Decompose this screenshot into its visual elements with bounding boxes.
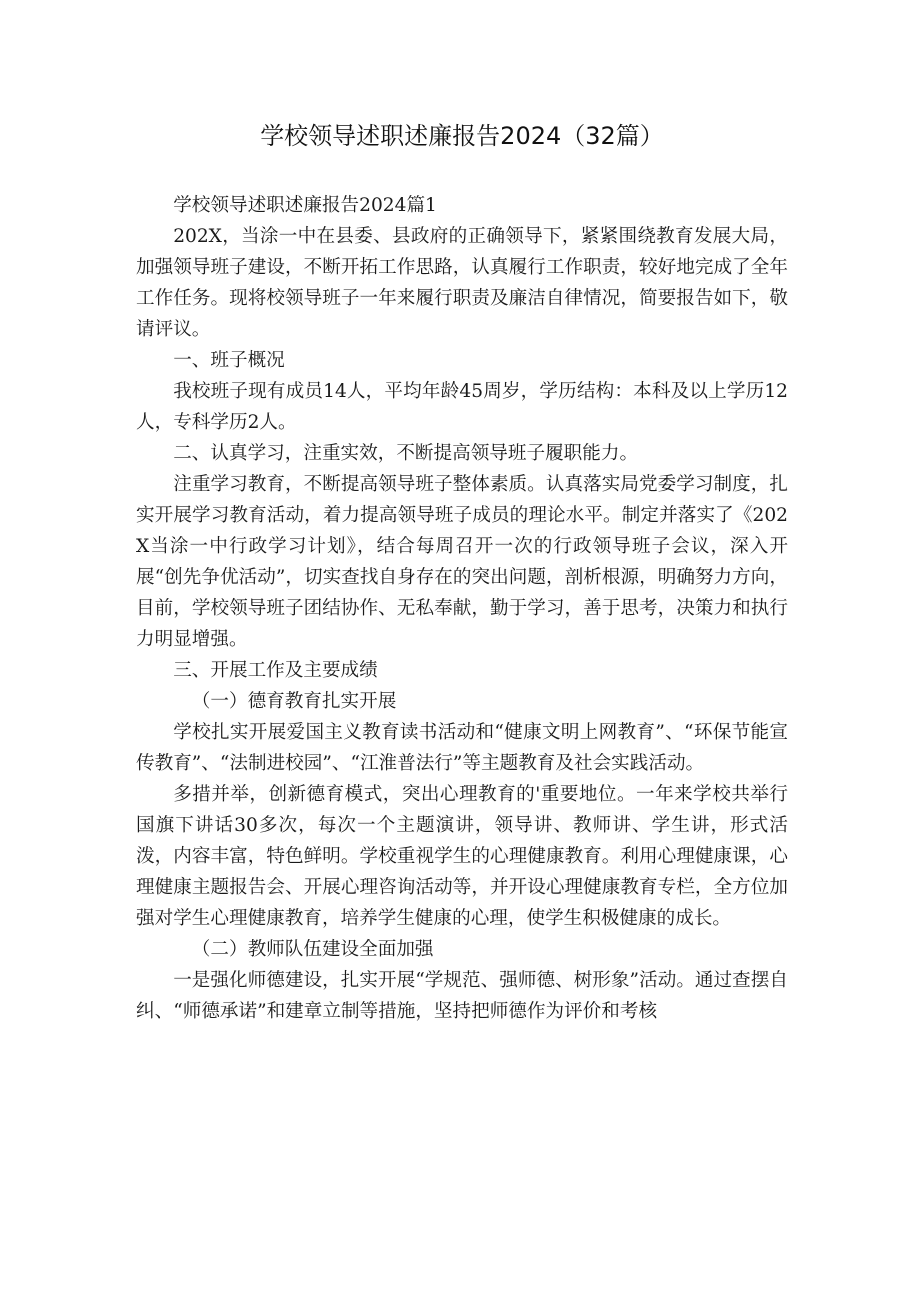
document-body	[136, 190, 788, 1027]
section-heading: 二、认真学习，注重实效，不断提高领导班子履职能力。	[173, 443, 639, 464]
section-heading: 学校领导述职述廉报告2024篇1	[173, 195, 437, 216]
paragraph: 一是强化师德建设，扎实开展“学规范、强师德、树形象”活动。通过查摆自纠、“师德承诺”和建章立制等措施，坚持把师德作为评价和考核	[136, 970, 788, 1022]
document-title: 学校领导述职述廉报告2024（32篇）	[260, 122, 664, 150]
paragraph: 202X，当涂一中在县委、县政府的正确领导下，紧紧围绕教育发展大局，加强领导班子建设，不断开拓工作思路，认真履行工作职责，较好地完成了全年工作任务。现将校领导班子一年来履行职责及廉洁自律情况，简要报告如下，敬请评议。	[136, 226, 788, 340]
paragraph: 注重学习教育，不断提高领导班子整体素质。认真落实局党委学习制度，扎实开展学习教育活动，着力提高领导班子成员的理论水平。制定并落实了《202X当涂一中行政学习计划》，结合每周召开一次的行政领导班子会议，深入开展“创先争优活动”，切实查找自身存在的突出问题，剖析根源，明确努力方向，目前，学校领导班子团结协作、无私奉献，勤于学习，善于思考，决策力和执行力明显增强。	[136, 474, 788, 650]
paragraph: 我校班子现有成员14人，平均年龄45周岁，学历结构：本科及以上学历12人，专科学历2人。	[136, 381, 788, 433]
section-heading: 三、开展工作及主要成绩	[173, 660, 378, 681]
paragraph: 多措并举，创新德育模式，突出心理教育的'重要地位。一年来学校共举行国旗下讲话30多次，每次一个主题演讲，领导讲、教师讲、学生讲，形式活泼，内容丰富，特色鲜明。学校重视学生的心理健康教育。利用心理健康课，心理健康主题报告会、开展心理咨询活动等，并开设心理健康教育专栏，全方位加强对学生心理健康教育，培养学生健康的心理，使学生积极健康的成长。	[136, 784, 788, 929]
subsection-heading: （一）德育教育扎实开展	[191, 691, 397, 712]
section-heading: 一、班子概况	[173, 350, 285, 371]
subsection-heading: （二）教师队伍建设全面加强	[191, 939, 434, 960]
paragraph: 学校扎实开展爱国主义教育读书活动和“健康文明上网教育”、“环保节能宣传教育”、“法制进校园”、“江淮普法行”等主题教育及社会实践活动。	[136, 722, 788, 774]
